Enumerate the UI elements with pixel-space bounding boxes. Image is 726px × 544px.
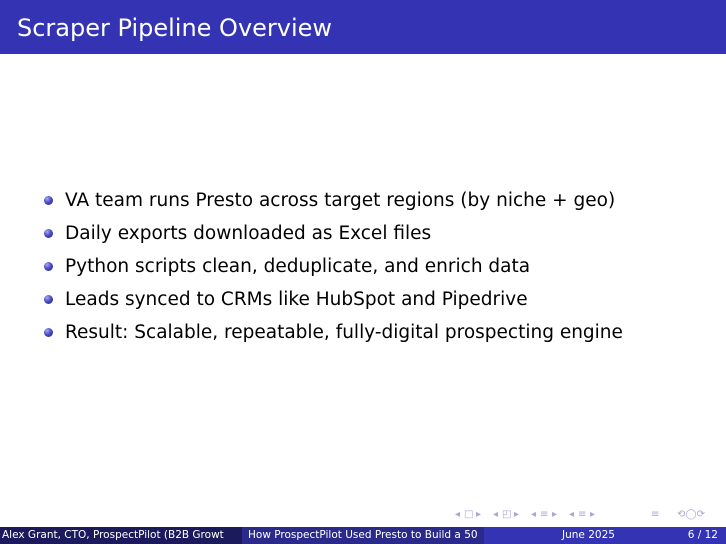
presentation-icon[interactable]: ≡ — [651, 509, 660, 520]
footer-title-box — [242, 527, 484, 544]
bullet-text: VA team runs Presto across target regions (by niche + geo) — [65, 190, 616, 211]
footer — [0, 527, 726, 544]
bullet-text: Leads synced to CRMs like HubSpot and Pipedrive — [65, 289, 528, 310]
slide-title: Scraper Pipeline Overview — [17, 14, 333, 42]
section-forward-icon[interactable]: ▸ — [552, 509, 558, 520]
footer-author: Alex Grant, CTO, ProspectPilot (B2B Growt — [2, 529, 224, 541]
bullet-icon — [44, 229, 53, 238]
footer-page-number: 6 / 12 — [687, 529, 718, 541]
bullet-text: Daily exports downloaded as Excel files — [65, 223, 432, 244]
section-back-icon[interactable]: ◂ — [531, 509, 537, 520]
frame-icon[interactable]: □ — [464, 509, 474, 520]
title-bar — [0, 0, 726, 54]
footer-date: June 2025 — [562, 529, 615, 541]
frame-forward-icon[interactable]: ▸ — [476, 509, 482, 520]
section-icon[interactable]: ≡ — [578, 509, 587, 520]
section-forward-icon[interactable]: ▸ — [590, 509, 596, 520]
subsection-forward-icon[interactable]: ▸ — [514, 509, 520, 520]
section-icon[interactable]: ≡ — [540, 509, 549, 520]
frame-back-icon[interactable]: ◂ — [455, 509, 461, 520]
bullet-icon — [44, 328, 53, 337]
bullet-icon — [44, 295, 53, 304]
bullet-icon — [44, 262, 53, 271]
subsection-back-icon[interactable]: ◂ — [493, 509, 499, 520]
search-icon[interactable]: ⟲◯⟳ — [677, 509, 705, 520]
subsection-icon[interactable]: ◰ — [502, 509, 512, 520]
section-back-icon[interactable]: ◂ — [569, 509, 575, 520]
footer-info-box — [484, 527, 726, 544]
bullet-text: Python scripts clean, deduplicate, and enrich data — [65, 256, 531, 277]
footer-author-box — [0, 527, 242, 544]
navigation-symbols — [455, 508, 721, 522]
footer-short-title: How ProspectPilot Used Presto to Build a 50 — [248, 529, 478, 541]
bullet-icon — [44, 196, 53, 205]
bullet-text: Result: Scalable, repeatable, fully-digital prospecting engine — [65, 322, 623, 343]
